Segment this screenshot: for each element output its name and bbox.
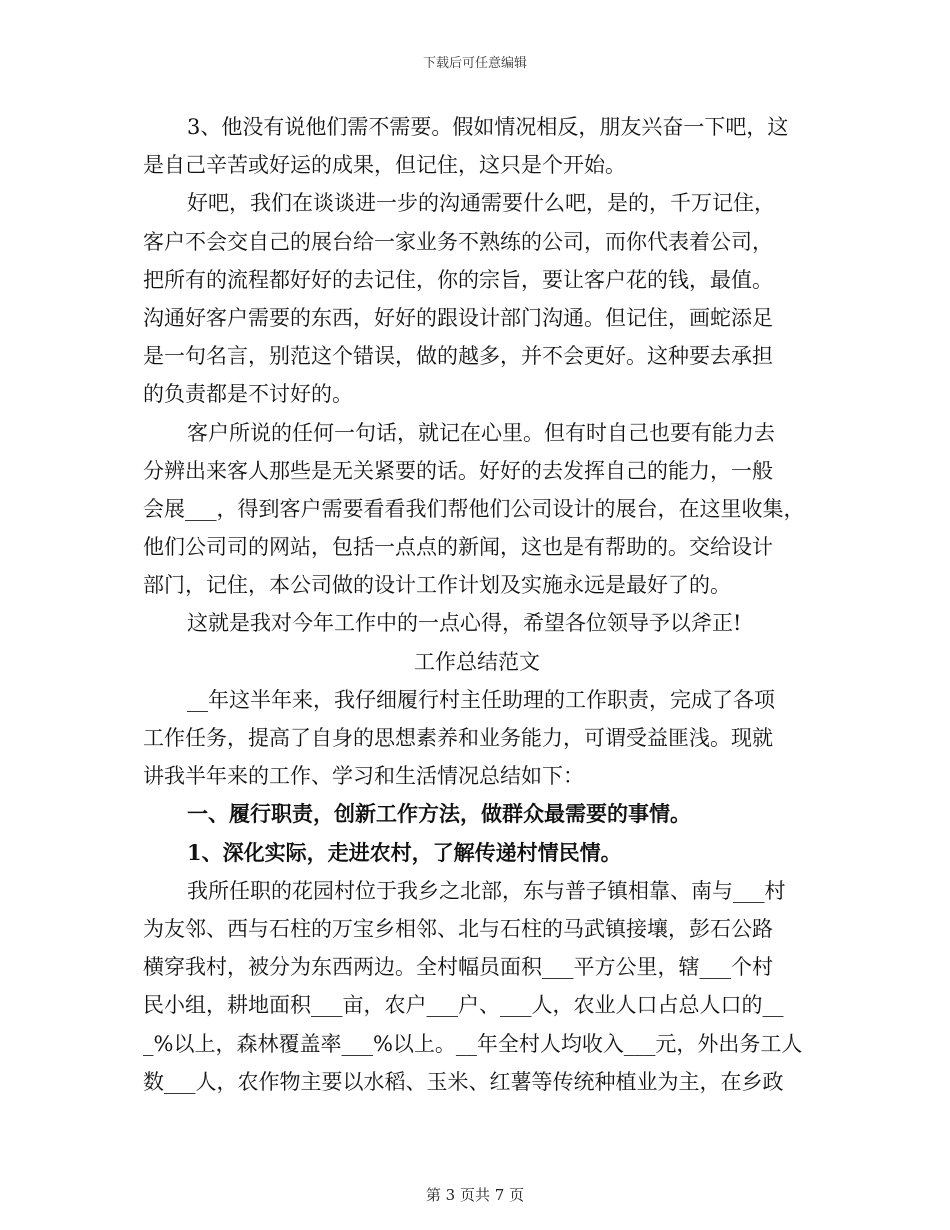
section-title: 工作总结范文 — [414, 649, 540, 674]
text-line: 会展___，得到客户需要看看我们帮他们公司设计的展台，在这里收集， — [143, 496, 805, 521]
section-heading: 1、深化实际，走进农村，了解传递村情民情。 — [187, 839, 622, 865]
text-line: 他们公司司的网站，包括一点点的新闻，这也是有帮助的。交给设计 — [143, 535, 773, 560]
text-line: 客户所说的任何一句话，就记在心里。但有时自己也要有能力去 — [187, 420, 775, 445]
text-line: 是自己辛苦或好运的成果，但记住，这只是个开始。 — [143, 153, 626, 178]
text-line: _%以上，森林覆盖率___%以上。__年全村人均收入___元，外出务工人 — [143, 1031, 803, 1056]
text-line: 工作任务，提高了自身的思想素养和业务能力，可谓受益匪浅。现就 — [143, 726, 773, 750]
text-line: 把所有的流程都好好的去记住，你的宗旨，要让客户花的钱，最值。 — [143, 267, 773, 292]
text-line: 好吧，我们在谈谈进一步的沟通需要什么吧，是的，千万记住， — [187, 191, 775, 216]
text-line: 我所任职的花园村位于我乡之北部，东与普子镇相靠、南与___村 — [187, 878, 786, 903]
text-line: 部门，记住，本公司做的设计工作计划及实施永远是最好了的。 — [143, 573, 731, 598]
page-footer: 第 3 页共 7 页 — [425, 1186, 525, 1204]
text-line: 这就是我对今年工作中的一点心得，希望各位领导予以斧正! — [187, 611, 742, 636]
text-line: 分辨出来客人那些是无关紧要的话。好好的去发挥自己的能力，一般 — [143, 458, 773, 483]
text-line: 的负责都是不讨好的。 — [143, 382, 353, 407]
text-line: 沟通好客户需要的东西，好好的跟设计部门沟通。但记住，画蛇添足 — [143, 305, 773, 330]
document-body — [143, 108, 811, 1101]
page-header: 下载后可任意编辑 — [422, 56, 527, 71]
section-heading: 一、履行职责，创新工作方法，做群众最需要的事情。 — [187, 801, 691, 827]
text-line: 3、他没有说他们需不需要。假如情况相反，朋友兴奋一下吧，这 — [187, 115, 789, 139]
text-line: 数___人，农作物主要以水稻、玉米、红薯等传统种植业为主，在乡政 — [143, 1069, 784, 1094]
text-line: 客户不会交自己的展台给一家业务不熟练的公司，而你代表着公司， — [143, 229, 773, 254]
text-line: 民小组，耕地面积___亩，农户___户、___人，农业人口占总人口的__ — [143, 993, 784, 1018]
text-line: 横穿我村，被分为东西两边。全村幅员面积___平方公里，辖___个村 — [143, 955, 773, 980]
text-line: 为友邻、西与石柱的万宝乡相邻、北与石柱的马武镇接壤，彭石公路 — [143, 916, 773, 941]
text-line: 是一句名言，别范这个错误，做的越多，并不会更好。这种要去承担 — [143, 344, 773, 369]
text-line: 讲我半年来的工作、学习和生活情况总结如下： — [143, 764, 584, 789]
text-line: __年这半年来，我仔细履行村主任助理的工作职责，完成了各项 — [187, 687, 775, 712]
